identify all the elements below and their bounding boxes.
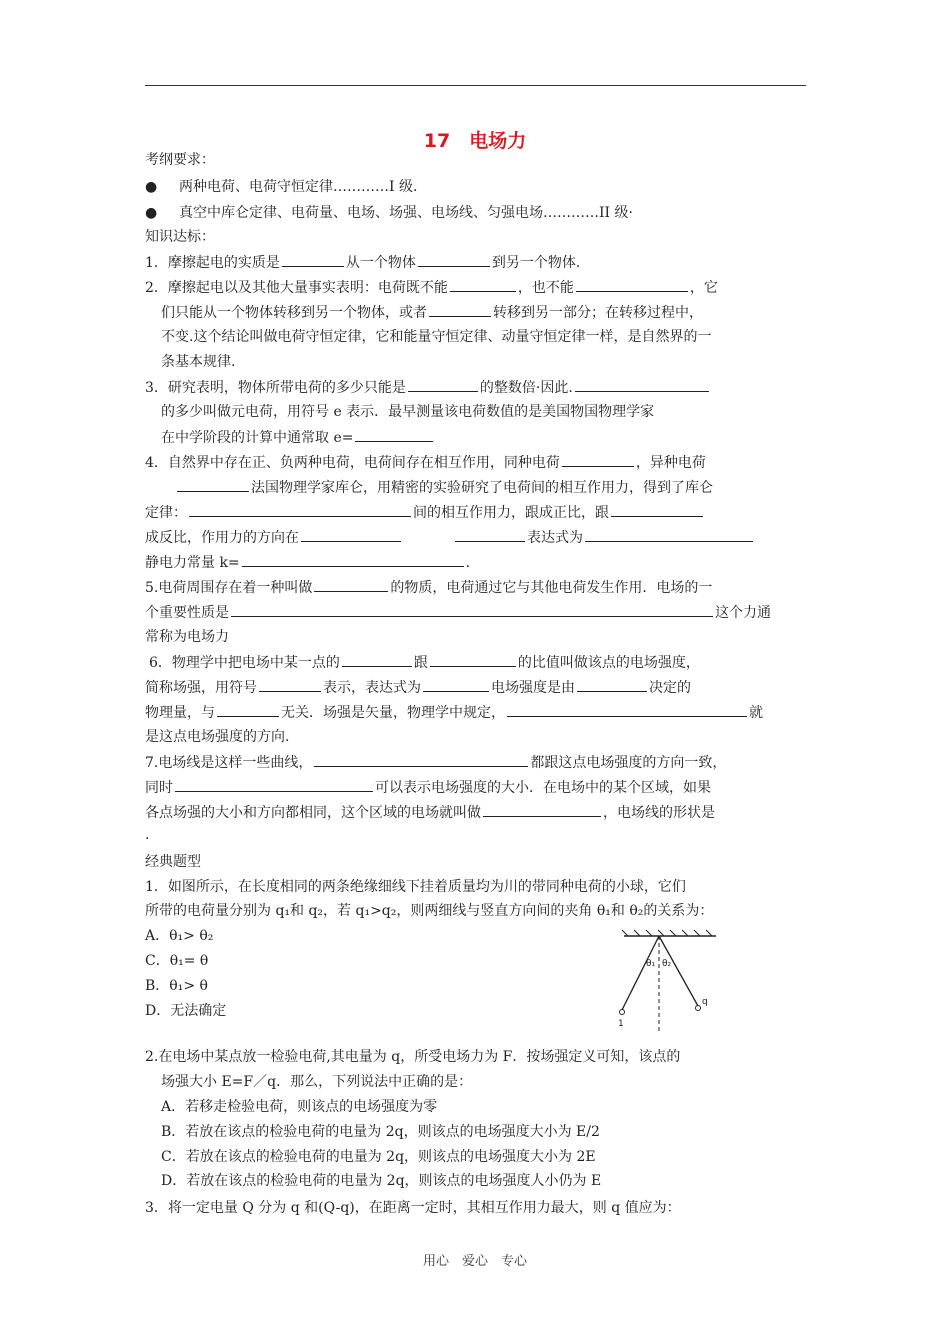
blank (450, 278, 516, 292)
blank (577, 678, 647, 692)
ball-left-label: 1 (618, 1019, 624, 1029)
problem-3: 3．将一定电量 Q 分为 q 和(Q-q)，在距离一定时，其相互作用力最大，则 q 值应为： (145, 1200, 681, 1216)
question-1: 1．摩擦起电的实质是 从一个物体 到另一个物体. (145, 255, 581, 271)
pendulum-figure (618, 928, 728, 1038)
option: D．无法确定 (145, 1003, 227, 1019)
problem-2: 2.在电场中某点放一检验电荷,其电量为 q，所受电场力为 F．按场强定义可知，该点的 (145, 1049, 681, 1065)
blank (217, 703, 279, 717)
blank (429, 303, 491, 317)
blank (408, 378, 478, 392)
option: B．θ₁> θ (145, 978, 208, 994)
blank (282, 253, 344, 267)
problem-1: 1．如图所示，在长度相同的两条绝缘细线下挂着质量均为川的带同种电荷的小球，它们 (145, 879, 686, 895)
blank (355, 428, 433, 442)
blank (189, 503, 411, 517)
blank (576, 278, 688, 292)
blank (418, 253, 490, 267)
top-rule (145, 85, 806, 86)
ball-right-label: q (702, 997, 708, 1007)
blank (423, 678, 489, 692)
blank (175, 778, 373, 792)
blank (483, 803, 601, 817)
blank (585, 528, 753, 542)
blank (259, 678, 321, 692)
blank (242, 553, 464, 567)
question-3: 3．研究表明，物体所带电荷的多少只能是 的整数倍·因此. (145, 378, 711, 397)
classic-heading: 经典题型 (145, 854, 201, 870)
blank (611, 503, 703, 517)
knowledge-heading: 知识达标： (145, 229, 215, 245)
question-7: 7.电场线是这样一些曲线， 都跟这点电场强度的方向一致， (145, 755, 727, 771)
theta2-label: θ₂ (662, 959, 672, 969)
blank (231, 603, 713, 617)
blank (314, 578, 388, 592)
question-6: 6．物理学中把电场中某一点的 跟 的比值叫做该点的电场强度， (149, 655, 700, 671)
question-5: 5.电荷周围存在着一种叫做 的物质，电荷通过它与其他电荷发生作用．电场的一 (145, 580, 713, 596)
requirement-item-1: ● 两种电荷、电荷守恒定律…………I 级. (145, 179, 418, 195)
option: A．若移走检验电荷，则该点的电场强度为零 (161, 1099, 438, 1115)
page-title: 17 电场力 (423, 130, 527, 152)
option: C．θ₁= θ (145, 953, 209, 969)
footer: 用心 爱心 专心 (422, 1254, 527, 1269)
option: B．若放在该点的检验电荷的电量为 2q，则该点的电场强度大小为 E/2 (161, 1124, 600, 1140)
blank (430, 653, 516, 667)
blank (562, 453, 634, 467)
question-2: 2．摩擦起电以及其他大量事实表明：电荷既不能 ，也不能 ，它 (145, 280, 718, 296)
blank (455, 528, 525, 542)
option: A．θ₁> θ₂ (145, 928, 214, 944)
blank (177, 478, 249, 492)
blank (507, 703, 747, 717)
requirements-heading: 考纲要求： (145, 152, 215, 168)
option: C．若放在该点的检验电荷的电量为 2q，则该点的电场强度大小为 2E (161, 1149, 596, 1165)
blank (314, 753, 528, 767)
blank (575, 378, 709, 392)
blank (301, 528, 401, 542)
question-4: 4．自然界中存在正、负两种电荷，电荷间存在相互作用，同种电荷 ，异种电荷 (145, 455, 706, 471)
theta1-label: θ₁ (646, 959, 656, 969)
requirement-item-2: ● 真空中库仑定律、电荷量、电场、场强、电场线、匀强电场…………II 级· (145, 205, 633, 221)
option: D．若放在该点的检验电荷的电量为 2q，则该点的电场强度人小仍为 E (161, 1173, 602, 1189)
blank (342, 653, 412, 667)
